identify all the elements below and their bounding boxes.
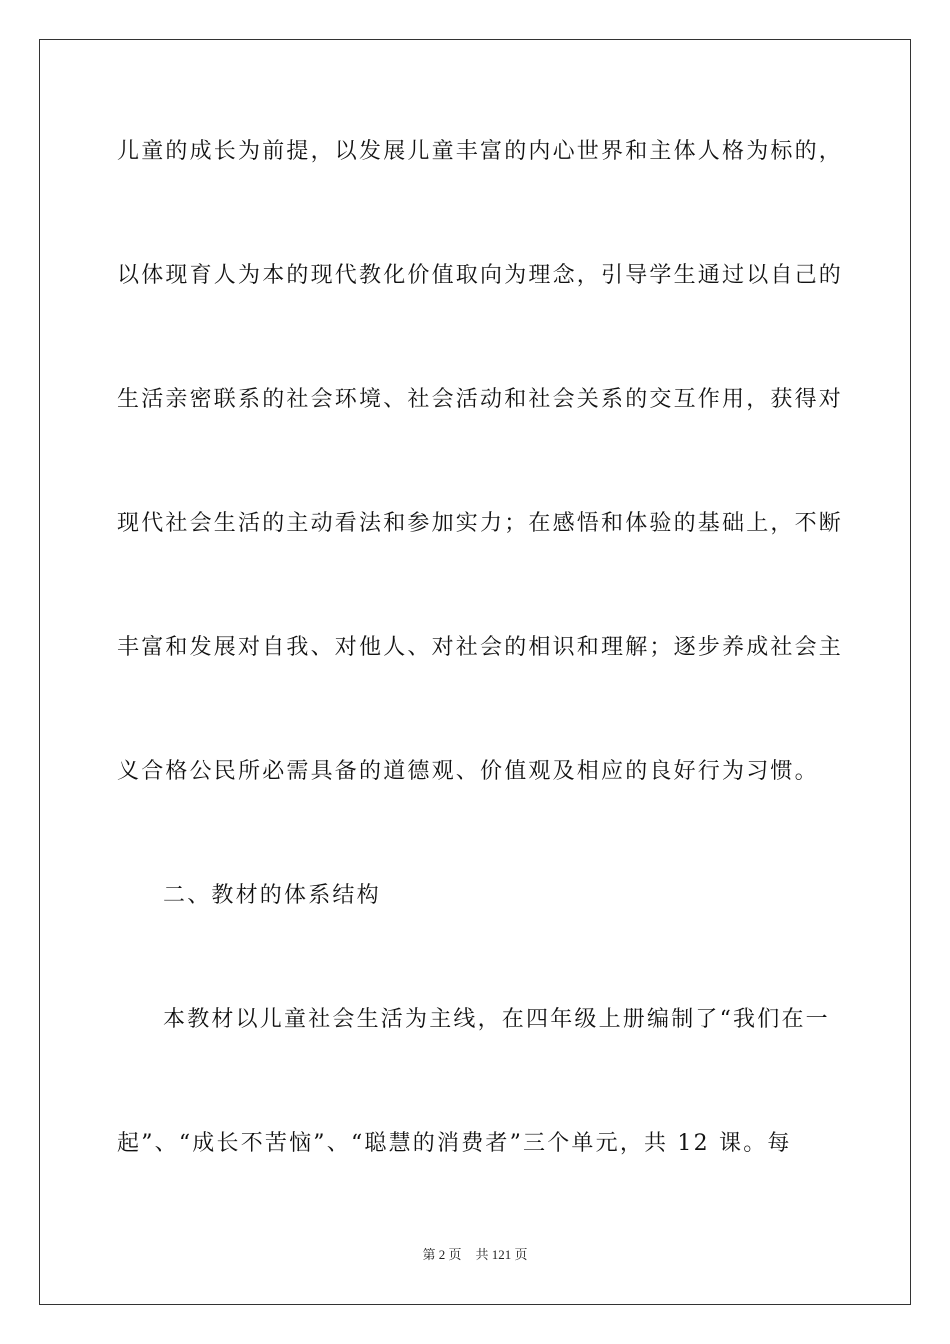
body-line-3: 生活亲密联系的社会环境、社会活动和社会关系的交互作用，获得对 [117,387,844,412]
body-line-4: 现代社会生活的主动看法和参加实力；在感悟和体验的基础上，不断 [117,511,844,536]
page-border [39,39,911,1305]
page-footer [0,1246,950,1264]
body-line-1: 儿童的成长为前提，以发展儿童丰富的内心世界和主体人格为标的， [117,139,844,164]
body-line-5: 丰富和发展对自我、对他人、对社会的相识和理解；逐步养成社会主 [117,635,844,660]
page-number: 第 2 页 [422,1247,462,1262]
section-heading: 二、教材的体系结构 [163,883,381,908]
body-line-2: 以体现育人为本的现代教化价值取向为理念，引导学生通过以自己的 [117,263,844,288]
body-line-8: 起”、“成长不苦恼”、“聪慧的消费者”三个单元，共 12 课。每 [117,1131,792,1156]
body-line-7: 本教材以儿童社会生活为主线，在四年级上册编制了“我们在一 [163,1007,830,1032]
body-line-6: 义合格公民所必需具备的道德观、价值观及相应的良好行为习惯。 [117,759,819,784]
page-total: 共 121 页 [475,1247,528,1262]
